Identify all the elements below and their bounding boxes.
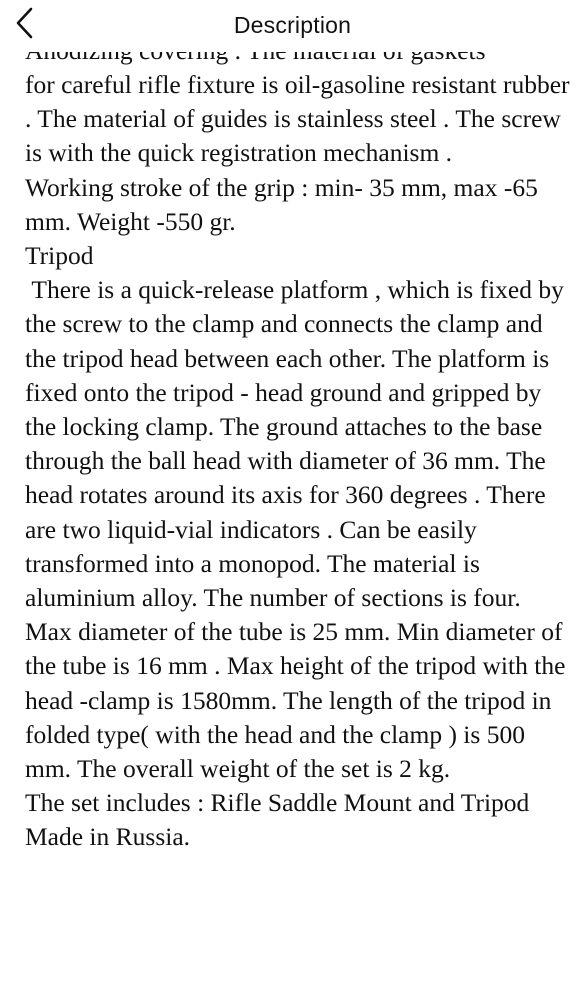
paragraph-set-includes: The set includes : Rifle Saddle Mount and Tripod (25, 788, 530, 818)
description-text (25, 38, 576, 855)
paragraph-tripod-details: There is a quick-release platform , which is fixed by the screw to the clamp and connects the clamp and the tripod head between each other. The platform is fixed onto the tripod - head ground and gripped by the locking clamp. The ground attaches to the base through the ball head with diameter of 36 mm. The head rotates around its axis for 360 degrees . There are two liquid-vial indicators . Can be easily transformed into a monopod. The material is aluminium alloy. The number of sections is four. Max diameter of the tube is 25 mm. Min diameter of the tube is 16 mm . Max height of the tripod with the head -clamp is 1580mm. The length of the tripod in folded type( with the head and the clamp ) is 500 mm. The overall weight of the set is 2 kg. (25, 275, 572, 784)
section-heading-tripod: Tripod (25, 241, 94, 271)
paragraph-origin: Made in Russia. (25, 822, 191, 852)
page-title: Description (233, 12, 352, 38)
paragraph-working-stroke: Working stroke of the grip : min- 35 mm, max -65 mm. Weight -550 gr. (25, 172, 545, 236)
paragraph-materials: for careful rifle fixture is oil-gasoline resistant rubber . The material of guides is stainless steel . The screw is with the quick registration mechanism . (25, 70, 576, 168)
top-navigation-bar (0, 0, 585, 52)
